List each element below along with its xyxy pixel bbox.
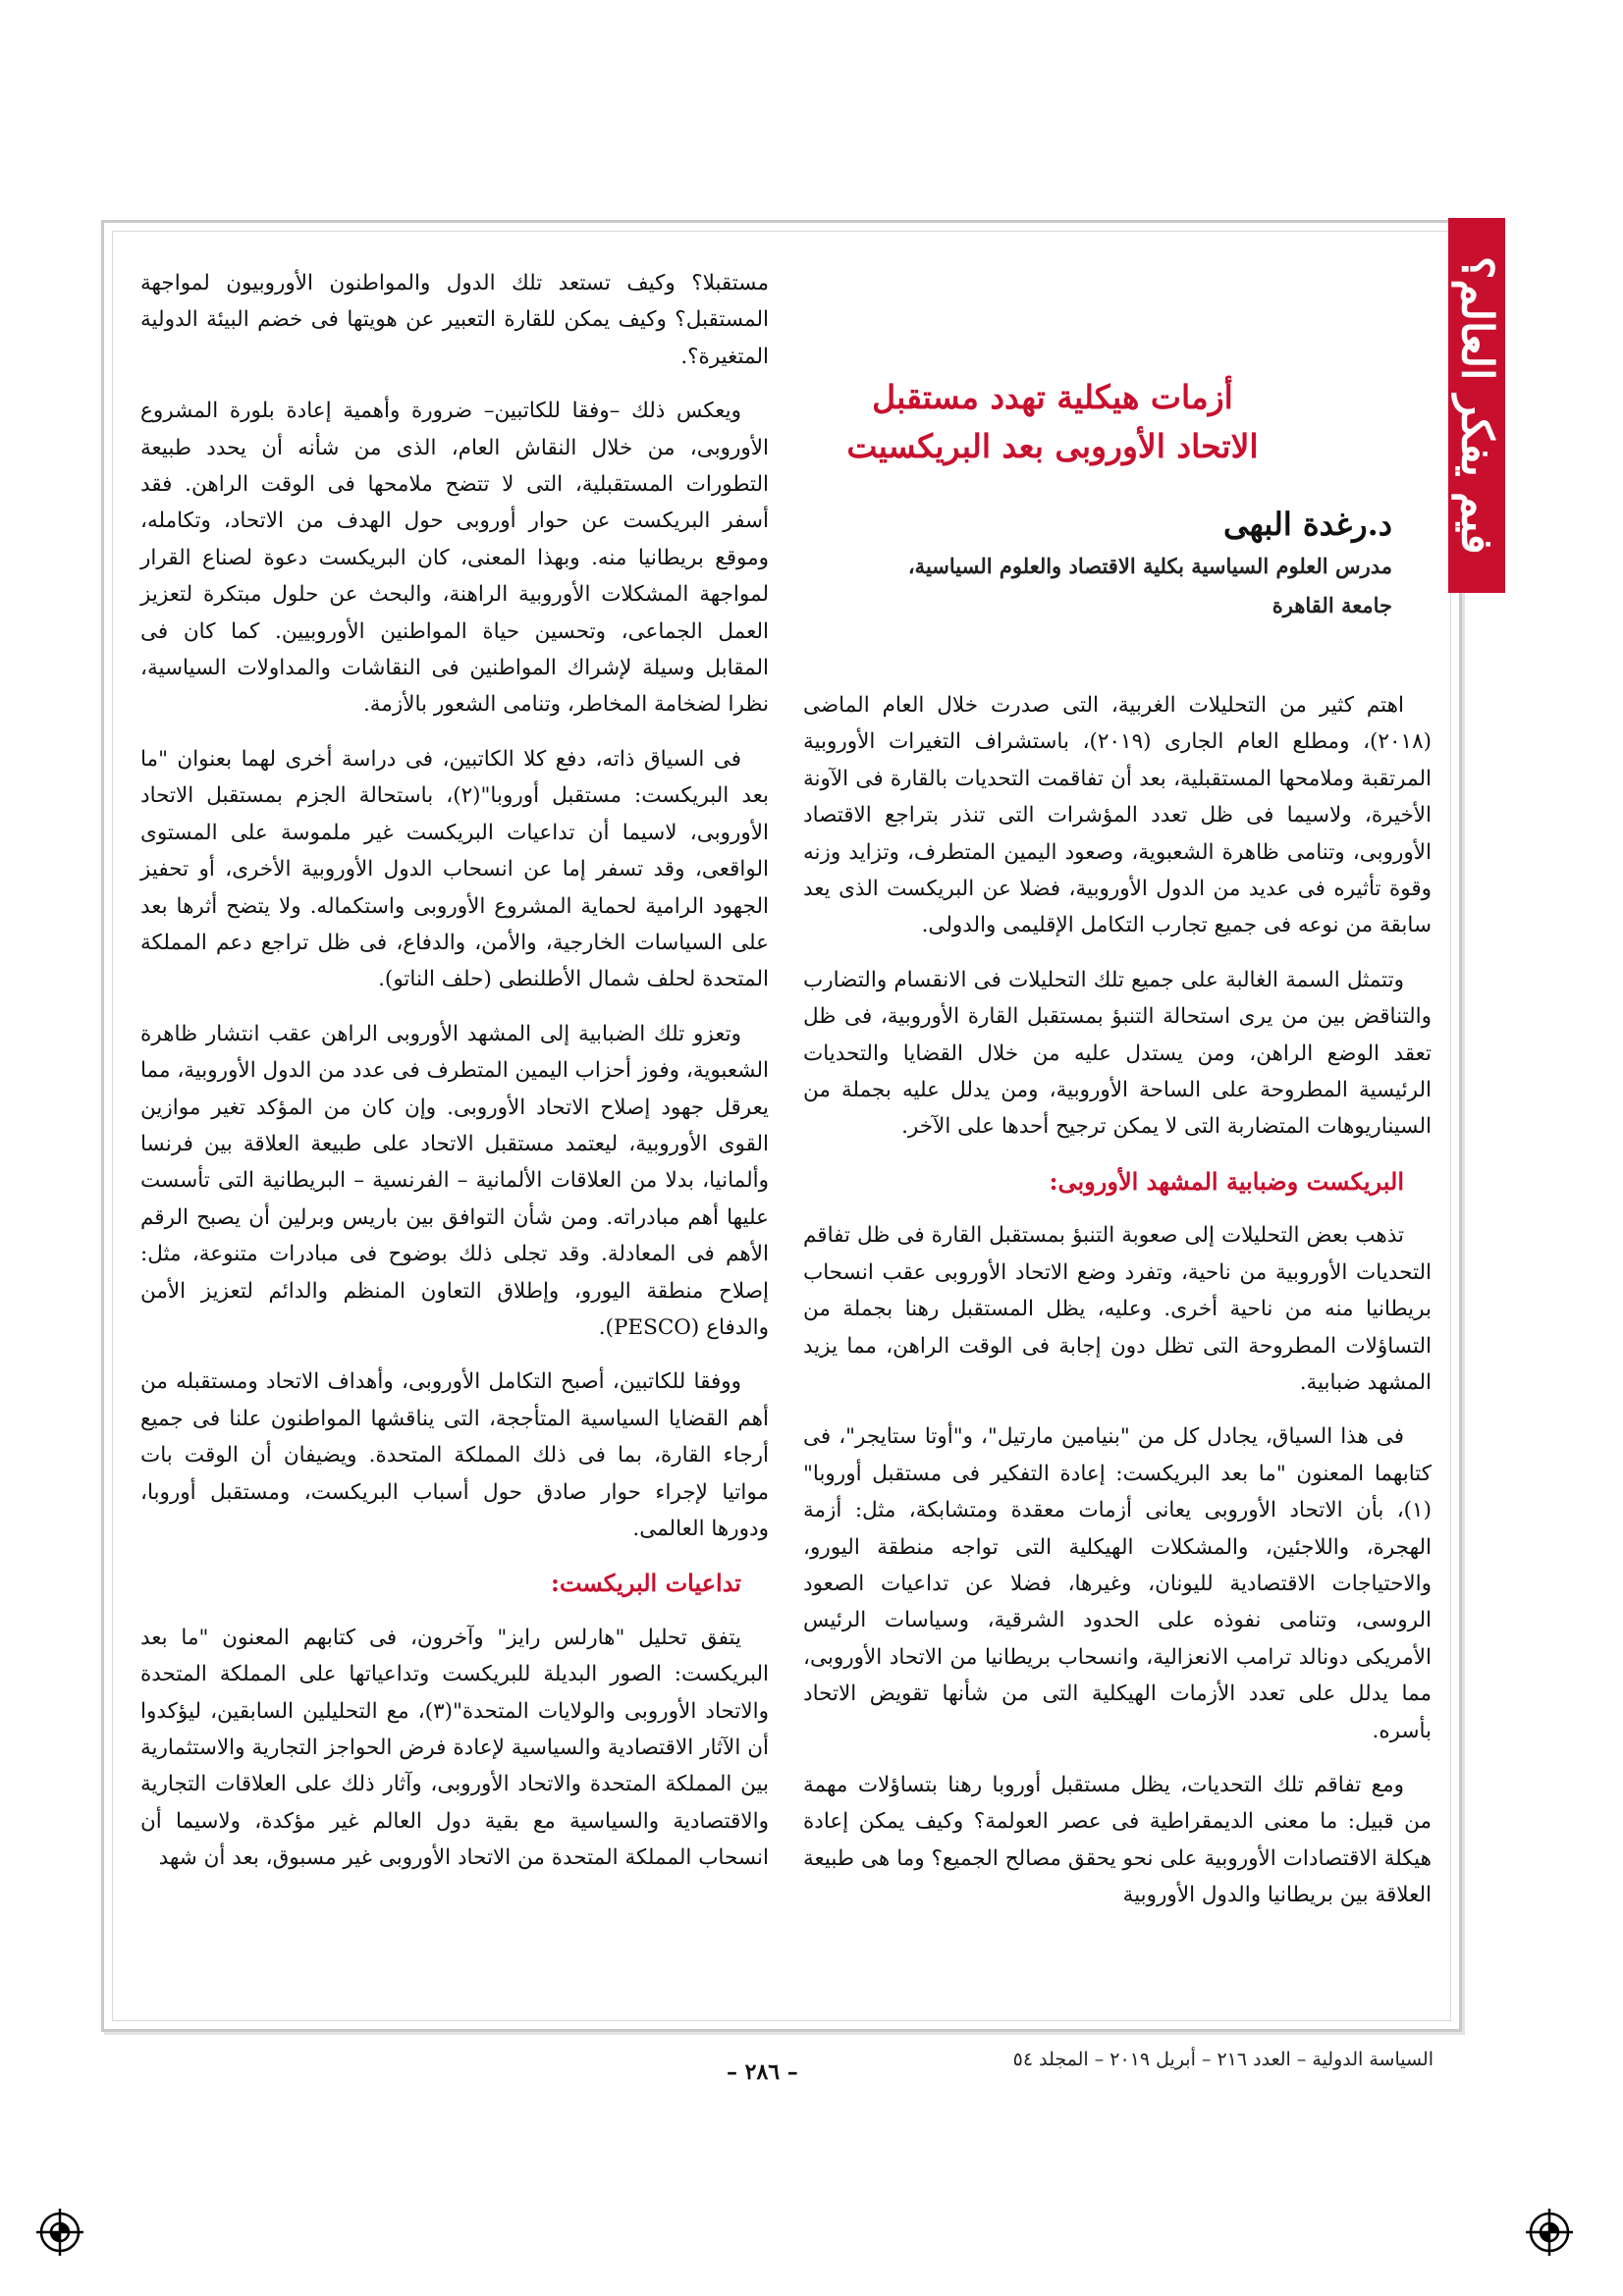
section-subheading: البريكست وضبابية المشهد الأوروبى: bbox=[1049, 1166, 1404, 1196]
affiliation-line-2: جامعة القاهرة bbox=[1271, 593, 1392, 617]
issue-info: السياسة الدولية – العدد ٢١٦ – أبريل ٢٠١٩ – المجلد ٥٤ bbox=[1012, 2049, 1434, 2070]
registration-mark-icon bbox=[34, 2207, 85, 2258]
left-column bbox=[140, 265, 769, 1895]
section-label: فيم يفكر العالم؟ bbox=[1451, 256, 1502, 555]
author-affiliation bbox=[803, 547, 1392, 625]
paragraph: فى السياق ذاته، دفع كلا الكاتبين، فى دراسة أخرى لهما بعنوان "ما بعد البريكست: مستقبل أوروبا"(٢)، باستحالة الجزم بمستقبل الاتحاد الأوروبى، لاسيما أن تداعيات البريكست غير ملموسة على المستوى الواقعى، وقد تسفر إما عن انسحاب الدول الأوروبية الأخرى، أو تحفيز الجهود الرامية لحماية المشروع الأوروبى واستكماله. ولا يتضح أثرها بعد على السياسات الخارجية، والأمن، والدفاع، فى ظل تراجع دعم المملكة المتحدة لحلف شمال الأطلنطى (حلف الناتو). bbox=[140, 746, 769, 992]
page-number: – ٢٨٦ – bbox=[727, 2059, 798, 2085]
registration-mark-icon bbox=[1524, 2207, 1575, 2258]
paragraph: ومع تفاقم تلك التحديات، يظل مستقبل أوروبا رهنا بتساؤلات مهمة من قبيل: ما معنى الديمقراطية فى عصر العولمة؟ وكيف يمكن إعادة هيكلة الاقتصادات الأوروبية على نحو يحقق مصالح الجميع؟ وما هى طبيعة العلاقة بين بريطانيا والدول الأوروبية bbox=[803, 1772, 1432, 1908]
paragraph: وتتمثل السمة الغالبة على جميع تلك التحليلات فى الانقسام والتضارب والتناقض بين من يرى استحالة التنبؤ بمستقبل القارة الأوروبية، فى ظل تعقد الوضع الراهن، ومن يستدل عليه من خلال القضايا والتحديات الرئيسية المطروحة على الساحة الأوروبية، ومن يدلل عليه بجملة من السيناريوهات المتضاربة التى لا يمكن ترجيح أحدها على الآخر. bbox=[803, 967, 1432, 1140]
paragraph: ويعكس ذلك –وفقا للكاتبين– ضرورة وأهمية إعادة بلورة المشروع الأوروبى، من خلال النقاش العام، الذى من شأنه أن يحدد طبيعة التطورات المستقبلية، التى لا تتضح ملامحها فى الوقت الراهن. فقد أسفر البريكست عن حوار أوروبى حول الهدف من الاتحاد، وتكامله، وموقع بريطانيا منه. وبهذا المعنى، كان البريكست دعوة لصناع القرار لمواجهة المشكلات الأوروبية الراهنة، والبحث عن حلول مبتكرة لتعزيز العمل الجماعى، وتحسين حياة المواطنين الأوروبيين. كما كان فى المقابل وسيلة لإشراك المواطنين فى النقاشات والمداولات السياسية، نظرا لضخامة المخاطر، وتنامى الشعور بالأزمة. bbox=[140, 399, 769, 718]
paragraph: وتعزو تلك الضبابية إلى المشهد الأوروبى الراهن عقب انتشار ظاهرة الشعبوية، وفوز أحزاب اليمين المتطرف فى عدد من الدول الأوروبية، مما يعرقل جهود إصلاح الاتحاد الأوروبى. وإن كان من المؤكد تغير موازين القوى الأوروبية، ليعتمد مستقبل الاتحاد على طبيعة العلاقة بين فرنسا وألمانيا، بدلا من العلاقات الألمانية – الفرنسية – البريطانية التى تأسست عليها أهم مبادراته. ومن شأن التوافق بين باريس وبرلين أن يصبح الرقم الأهم فى المعادلة. وقد تجلى ذلك بوضوح فى مبادرات متنوعة، مثل: إصلاح منطقة اليورو، وإطلاق التعاون المنظم والدائم لتعزيز الأمن والدفاع (PESCO). bbox=[140, 1021, 769, 1340]
paragraph: فى هذا السياق، يجادل كل من "بنيامين مارتيل"، و"أوتا ستايجر"، فى كتابهما المعنون "ما بعد البريكست: إعادة التفكير فى مستقبل أوروبا"(١)، بأن الاتحاد الأوروبى يعانى أزمات معقدة ومتشابكة، مثل: أزمة الهجرة، واللاجئين، والمشكلات الهيكلية التى تواجه منطقة اليورو، والاحتياجات الاقتصادية لليونان، وغيرها، فضلا عن تداعيات الصعود الروسى، وتنامى نفوذه على الحدود الشرقية، وسياسات الرئيس الأمريكى دونالد ترامب الانعزالية، وانسحاب بريطانيا من الاتحاد الأوروبى، مما يدلل على تعدد الأزمات الهيكلية التى من شأنها تقويض الاتحاد بأسره. bbox=[803, 1424, 1432, 1743]
title-line-1: أزمات هيكلية تهدد مستقبل bbox=[872, 378, 1233, 416]
paragraph: ووفقا للكاتبين، أصبح التكامل الأوروبى، وأهداف الاتحاد ومستقبله من أهم القضايا السياسية المتأججة، التى يناقشها المواطنون علنا فى جميع أرجاء القارة، بما فى ذلك المملكة المتحدة. ويضيفان أن الوقت بات مواتيا لإجراء حوار صادق حول أسباب البريكست، ومستقبل أوروبا، ودورها العالمى. bbox=[140, 1369, 769, 1541]
section-subheading: تداعيات البريكست: bbox=[550, 1569, 741, 1598]
affiliation-line-1: مدرس العلوم السياسية بكلية الاقتصاد والعلوم السياسية، bbox=[907, 554, 1392, 578]
right-column bbox=[803, 687, 1432, 1932]
paragraph: يتفق تحليل "هارلس رايز" وآخرون، فى كتابهم المعنون "ما بعد البريكست: الصور البديلة للبريكست وتداعياتها على المملكة المتحدة والاتحاد الأوروبى والولايات المتحدة"(٣)، مع التحليلين السابقين، ليؤكدوا أن الآثار الاقتصادية والسياسية لإعادة فرض الحواجز التجارية والاستثمارية بين المملكة المتحدة والاتحاد الأوروبى، وآثار ذلك على العلاقات التجارية والاقتصادية والسياسية مع بقية دول العالم غير مؤكدة، ولاسيما أن انسحاب المملكة المتحدة من الاتحاد الأوروبى غير مسبوق، بعد أن شهد bbox=[140, 1625, 769, 1871]
section-tab bbox=[1448, 218, 1505, 593]
article-title bbox=[803, 373, 1302, 471]
paragraph: اهتم كثير من التحليلات الغربية، التى صدرت خلال العام الماضى (٢٠١٨)، ومطلع العام الجارى (٢٠١٩)، باستشراف التغيرات الأوروبية المرتقبة وملامحها المستقبلية، بعد أن تفاقمت التحديات بالقارة فى الآونة الأخيرة، ولاسيما فى ظل تعدد المؤشرات التى تنذر بتراجع الاقتصاد الأوروبى، وتنامى ظاهرة الشعبوية، وصعود اليمين المتطرف، وتزايد وزنه وقوة تأثيره فى عديد من الدول الأوروبية، فضلا عن البريكست الذى يعد سابقة من نوعه فى جميع تجارب التكامل الإقليمى والدولى. bbox=[803, 693, 1433, 938]
paragraph: مستقبلا؟ وكيف تستعد تلك الدول والمواطنون الأوروبيون لمواجهة المستقبل؟ وكيف يمكن للقارة التعبير عن هويتها فى خضم البيئة الدولية المتغيرة؟. bbox=[140, 271, 769, 369]
paragraph: تذهب بعض التحليلات إلى صعوبة التنبؤ بمستقبل القارة فى ظل تفاقم التحديات الأوروبية من ناحية، وتفرد وضع الاتحاد الأوروبى عقب انسحاب بريطانيا منه من ناحية أخرى. وعليه، يظل المستقبل رهنا بجملة من التساؤلات المطروحة التى تظل دون إجابة فى الوقت الراهن، مما يزيد المشهد ضبابية. bbox=[803, 1223, 1432, 1395]
title-line-2: الاتحاد الأوروبى بعد البريكسيت bbox=[846, 427, 1259, 465]
author-name: د.رغدة البهى bbox=[1223, 506, 1392, 543]
